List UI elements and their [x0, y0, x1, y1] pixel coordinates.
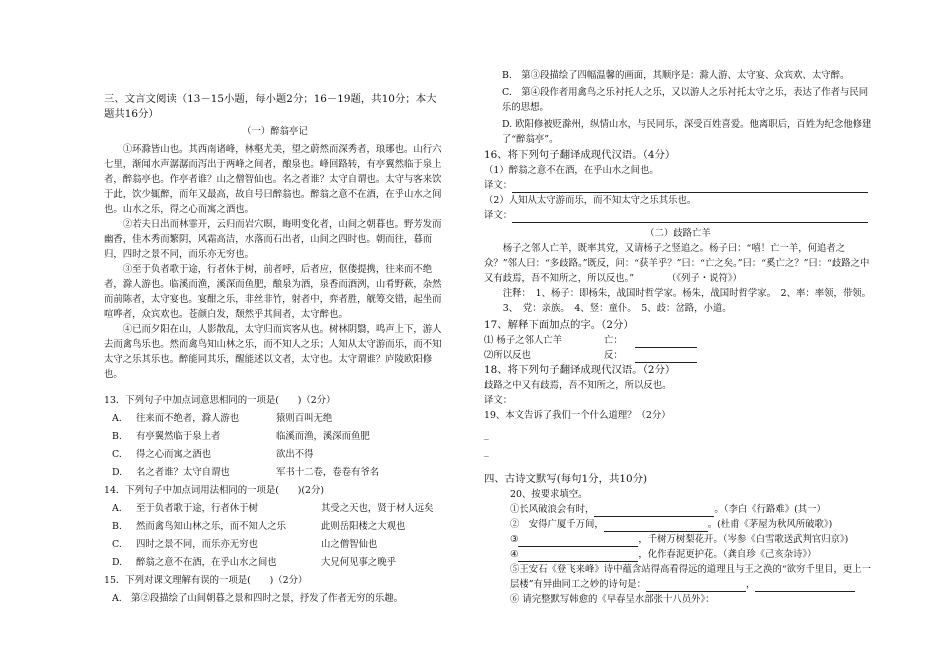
question-15-option-c: C. 第④段作者用禽鸟之乐衬托人之乐，又以游人之乐衬托太守之乐，表达了作者与民同乐的思想。	[502, 87, 869, 113]
line-text: ④	[510, 549, 519, 560]
answer-line[interactable]	[635, 333, 697, 348]
question-15-option-d: D. 欧阳修被贬滁州，纵情山水，与民同乐，深受百姓喜爱。他离职后，百姓为纪念他修建了“醉翁亭”。	[502, 119, 872, 145]
recitation-item: ⑥ 请完整默写韩愈的《早春呈水部张十八员外》：	[510, 594, 715, 605]
passage-2-title: （二）歧路亡羊	[645, 228, 711, 239]
question-16-sentence-1: （1）醉翁之意不在酒，在乎山水之间也。	[484, 165, 659, 176]
recitation-item	[484, 502, 872, 517]
answer-line[interactable]	[635, 348, 697, 363]
translation-label: 译文：	[484, 180, 513, 191]
item-text: ⑵所以反也	[484, 350, 531, 361]
option-a: 至于负者歌于途，行者休于树	[136, 503, 258, 514]
answer-line[interactable]	[755, 591, 855, 592]
left-column	[104, 92, 446, 606]
item-key: 反：	[604, 350, 623, 361]
paragraph: ③至于负者歌于途，行者休于树，前者呼，后者应，伛偻提携，往来而不绝者，滁人游也。临溪而渔，溪深而鱼肥，酿泉为酒，泉香而酒洌，山肴野蔌，杂然而前陈者，太守宴也。宴酣之乐，非丝非竹，射者中，弈者胜，觥筹交错，起坐而喧哗者，众宾欢也。苍颜白发，颓然乎其间者，太守醉也。	[104, 264, 442, 320]
line-text: 。(杜甫《茅屋为秋风所破歌》)	[707, 519, 833, 530]
paragraph: ②若夫日出而林霏开，云归而岩穴暝，晦明变化者，山间之朝暮也。野芳发而幽香，佳木秀而繁阴，风霜高洁，水落而石出者，山间之四时也。朝而往，暮而归，四时之景不同，而乐亦无穷也。	[104, 219, 442, 260]
question-15-stem: 15．下列对课文理解有误的一项是( )（2分）	[104, 575, 308, 586]
right-column	[484, 68, 872, 607]
option-letter: D.	[112, 467, 123, 478]
option-a: 名之者谁？太守自谓也	[136, 467, 230, 478]
option-a: 四时之景不同，而乐亦无穷也	[136, 539, 258, 550]
option-letter: D.	[112, 557, 123, 568]
line-text: ，化作春泥更护花。（龚自珍《己亥杂诗》）	[638, 549, 817, 560]
line-text: ⑤王安石《登飞来峰》诗中蕴含站得高看得远的道理且与王之涣的“欲穷千里目，更上一层楼”有异曲同工之妙的诗句是：	[510, 564, 872, 590]
answer-line[interactable]: _	[484, 429, 489, 440]
question-15-option-b: B. 第③段描绘了四幅温馨的画面，其顺序是：滁人游、太守宴、众宾欢、太守醉。	[502, 70, 850, 81]
option-a: 得之心而寓之酒也	[136, 449, 212, 460]
line-text: ①长风破浪会有时，	[510, 504, 595, 515]
option-letter: A.	[112, 503, 122, 514]
option-a: 往来而不绝者，滁人游也	[136, 413, 240, 424]
notes: 注释： 1、杨子：即杨朱，战国时哲学家。杨朱，战国时哲学家。 2、率：率领，带领。	[502, 288, 871, 299]
question-13-options	[104, 411, 446, 480]
recitation-item	[484, 517, 872, 532]
section-title: 三、文言文阅读（13－15小题，每小题2分；16－19题，共10分；本大题共16分）	[104, 93, 437, 120]
option-letter: C.	[112, 539, 122, 550]
option-b: 猿则百叫无绝	[276, 413, 333, 424]
question-14-stem: 14．下列句子中加点词用法相同的一项是( )(2分)	[104, 485, 325, 496]
question-20-stem: 20、按要求填空。	[510, 489, 588, 500]
question-18-stem: 18、将下列句子翻译成现代汉语。（2分）	[484, 364, 676, 376]
line-text: 。（李白《行路难》(其一）	[714, 504, 826, 515]
question-15-option-a: A. 第②段描绘了山间朝暮之景和四时之景，抒发了作者无穷的乐趣。	[112, 593, 404, 604]
line-text: ，	[746, 579, 756, 590]
recitation-item	[484, 547, 872, 562]
notes: 3、 党：亲族。 4、竖：童仆。 5、歧：岔路，小道。	[502, 303, 732, 314]
line-text: ② 安得广厦千万间，	[510, 519, 604, 530]
question-18-sentence: 歧路之中又有歧焉，吾不知所之，所以反也。	[484, 380, 672, 391]
passage-2-text: 杨子之邻人亡羊，既率其党，又请杨子之竖追之。杨子曰：“嘻！亡一羊，何追者之众？”邻人曰：“多歧路。”既反，问：“获羊乎？”曰：“亡之矣。”曰：“奚亡之？”曰：“歧路之中又有歧焉，吾不知所之，所以反也。” （《列子・说符》）	[484, 243, 870, 284]
option-letter: B.	[112, 431, 122, 442]
option-letter: C.	[112, 449, 122, 460]
question-17-item	[484, 333, 872, 348]
option-a: 有亭翼然临于泉上者	[136, 431, 221, 442]
option-b: 大兄何见事之晚乎	[321, 557, 397, 568]
question-17-item	[484, 348, 872, 363]
answer-line[interactable]	[484, 208, 872, 223]
line-text: ，千树万树梨花开。（岑参《白雪歌送武判官归京》)	[638, 534, 849, 545]
recitation-item	[484, 532, 872, 547]
question-14-options	[104, 501, 446, 570]
translation-label: 译文：	[484, 395, 513, 406]
answer-line[interactable]	[484, 178, 872, 193]
question-16-sentence-2: （2）人知从太守游而乐，而不知太守之乐其乐也。	[484, 195, 697, 206]
option-b: 此则岳阳楼之大观也	[321, 521, 406, 532]
option-b: 山之僧智仙也	[321, 539, 378, 550]
passage-title: （一）醉翁亭记	[242, 126, 308, 137]
option-letter: A.	[112, 413, 122, 424]
question-17-stem: 17、解释下面加点的字。（2分）	[484, 319, 634, 331]
question-13-stem: 13．下列句子中加点词意思相同的一项是( )（2分）	[104, 395, 336, 406]
question-19-stem: 19、本文告诉了我们一个什么道理？（2分）	[484, 410, 671, 421]
paragraph: ④已而夕阳在山，人影散乱，太守归而宾客从也。树林阴翳，鸣声上下，游人去而禽鸟乐也。然而禽鸟知山林之乐，而不知人之乐；人知从太守游而乐，而不知太守之乐其乐也。醉能同其乐，醒能述以文者，太守也。太守谓谁？庐陵欧阳修也。	[104, 324, 442, 380]
option-a: 醉翁之意不在酒，在乎山水之间也	[136, 557, 277, 568]
option-b: 欲出不得	[276, 449, 314, 460]
paragraph: ①环滁皆山也。其西南诸峰，林壑尤美，望之蔚然而深秀者，琅琊也。山行六七里，渐闻水声潺潺而泻出于两峰之间者，酿泉也。峰回路转，有亭翼然临于泉上者，醉翁亭也。作亭者谁？山之僧智仙也。名之者谁？太守自谓也。太守与客来饮于此，饮少辄醉，而年又最高，故自号曰醉翁也。醉翁之意不在酒，在乎山水之间也。山水之乐，得之心而寓之酒也。	[104, 144, 442, 215]
option-letter: B.	[112, 521, 122, 532]
recitation-item	[484, 562, 872, 592]
item-key: 亡：	[604, 335, 623, 346]
item-text: ⑴ 杨子之邻人亡羊	[484, 335, 562, 346]
option-a: 然而禽鸟知山林之乐，而不知人之乐	[136, 521, 287, 532]
question-16-stem: 16、将下列句子翻译成现代汉语。（4分）	[484, 149, 676, 161]
section-4-title: 四、古诗文默写(每句1分，共10分)	[484, 473, 648, 485]
translation-label: 译文：	[484, 210, 513, 221]
line-text: ③	[510, 534, 519, 545]
option-b: 其受之天也，贤于材人远矣	[321, 503, 434, 514]
option-b: 军书十二卷，卷卷有爷名	[276, 467, 380, 478]
option-b: 临溪而渔，溪深而鱼肥	[276, 431, 370, 442]
answer-line[interactable]: _	[484, 446, 489, 457]
